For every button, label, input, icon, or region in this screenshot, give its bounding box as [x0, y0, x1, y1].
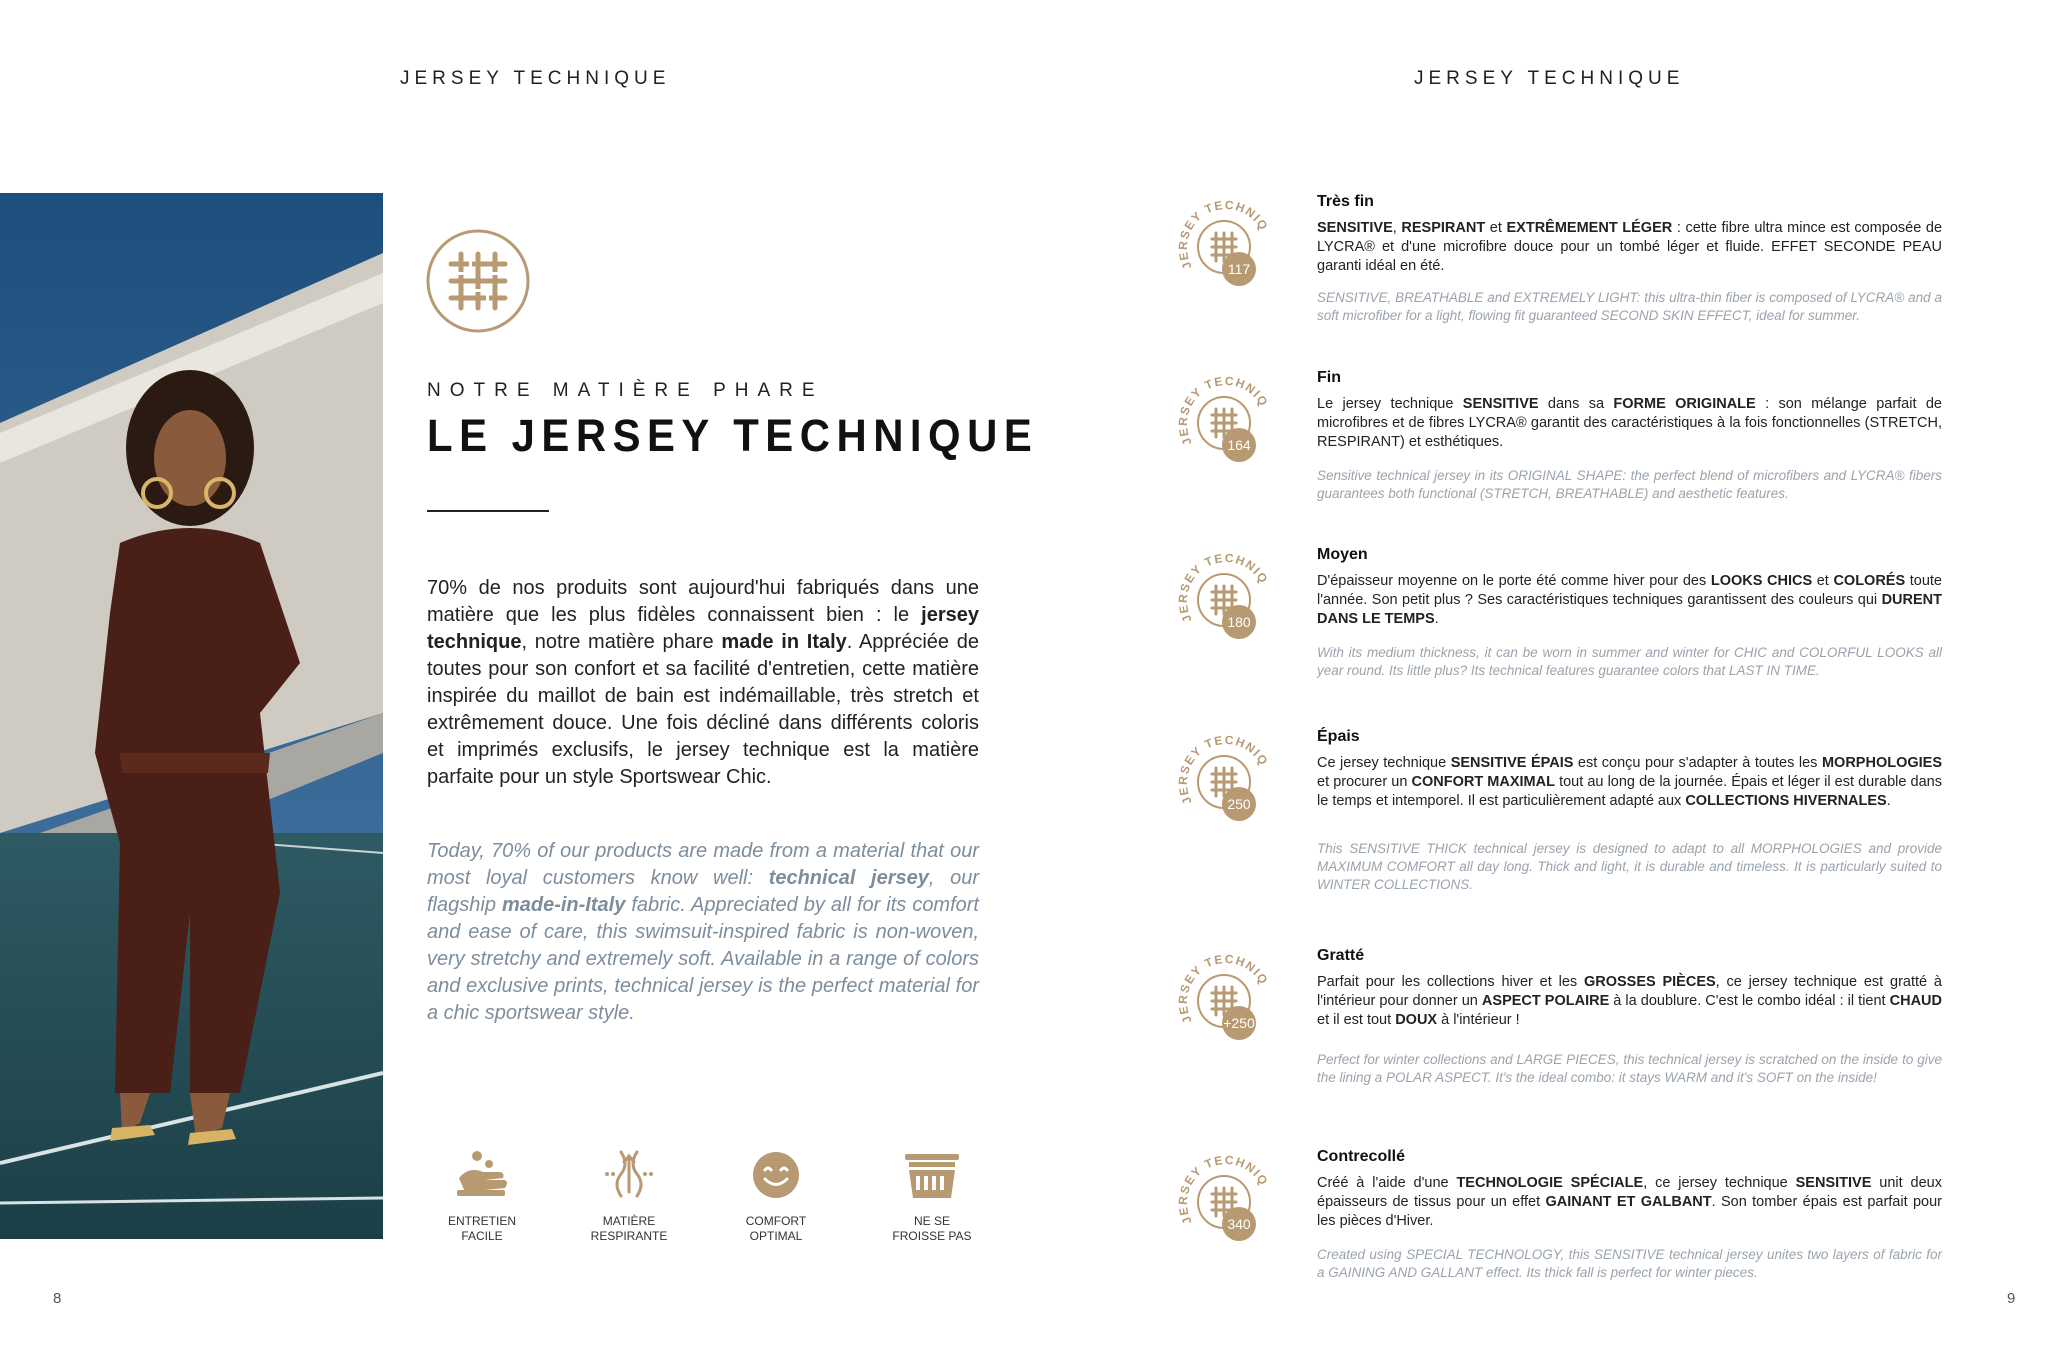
feature-comfort	[706, 1140, 846, 1244]
emphasis-text: TECHNOLOGIE SPÉCIALE	[1456, 1175, 1644, 1191]
jersey-weight-badge	[1174, 728, 1274, 828]
jersey-weight-badge	[1174, 546, 1274, 646]
feature-label: MATIÈRE	[602, 1214, 656, 1228]
emphasis-text: FORME ORIGINALE	[1613, 396, 1756, 412]
feature-no-wrinkle	[862, 1140, 1002, 1244]
jersey-type-item	[1174, 947, 1946, 1127]
jersey-type-description-fr: Créé à l'aide d'une TECHNOLOGIE SPÉCIALE, ce jersey technique SENSITIVE unit deux épaisseurs de tissus pour un effet GAINANT ET GALBANT. Son tomber épais est parfait pour les pièces d'Hiver.	[1317, 1175, 1942, 1229]
feature-label: FROISSE PAS	[892, 1229, 972, 1243]
section-subtitle: NOTRE MATIÈRE PHARE	[427, 380, 824, 401]
jersey-weight-badge	[1174, 369, 1274, 469]
badge-weight-number: 164	[1222, 428, 1256, 462]
feature-label: COMFORT	[745, 1214, 807, 1228]
emphasis-text: DOUX	[1395, 1012, 1438, 1028]
emphasis-text: SENSITIVE	[1795, 1175, 1872, 1191]
jersey-type-description-en: With its medium thickness, it can be worn in summer and winter for CHIC and COLORFUL LOOKS all year round. Its little plus? Its technical features guarantee colors that LAST IN TIME.	[1317, 645, 1942, 678]
emphasis-text: COLORÉS	[1833, 573, 1906, 589]
emphasis-text: DURENT DANS LE TEMPS	[1317, 592, 1942, 627]
badge-weight-number: 250	[1222, 787, 1256, 821]
jersey-type-title: Épais	[1317, 728, 1360, 745]
badge-arc-text: JERSEY TECHNIQ	[1175, 1152, 1272, 1227]
emphasis-text: MORPHOLOGIES	[1821, 755, 1943, 771]
badge-arc-text: JERSEY TECHNIQ	[1175, 550, 1272, 625]
smile-icon	[751, 1150, 801, 1200]
emphasis-text: CHAUD	[1889, 993, 1942, 1009]
breathable-fabric-icon	[601, 1148, 657, 1200]
badge-arc-text: JERSEY TECHNIQ	[1175, 951, 1272, 1026]
jersey-type-item	[1174, 193, 1946, 373]
emphasis-text: LOOKS CHICS	[1710, 573, 1813, 589]
jersey-type-description-en: This SENSITIVE THICK technical jersey is designed to adapt to all MORPHOLOGIES and provide MAXIMUM COMFORT all day long. Thick and light, it is durable and timeless. It is particularly suited to WINTER COLLECTIONS.	[1317, 841, 1942, 892]
jersey-weave-logo	[425, 228, 531, 334]
emphasis-text: SENSITIVE ÉPAIS	[1450, 755, 1574, 771]
intro-paragraph-en: Today, 70% of our products are made from a material that our most loyal customers know well: technical jersey, our flagship made-in-Italy fabric. Appreciated by all for its comfort and ease of care, this swimsuit-inspired fabric is non-woven, very stretchy and extremely soft. Available in a range of colors and exclusive prints, technical jersey is the perfect material for a chic sportswear style.	[427, 840, 979, 1024]
emphasis-text: RESPIRANT	[1401, 220, 1486, 236]
badge-weight-number: 340	[1222, 1207, 1256, 1241]
jersey-type-title: Fin	[1317, 369, 1341, 386]
emphasis-text: SENSITIVE	[1462, 396, 1539, 412]
feature-breathable	[559, 1140, 699, 1244]
jersey-type-item	[1174, 1148, 1946, 1328]
page-number-left: 8	[53, 1290, 62, 1307]
laundry-basket-icon	[903, 1150, 961, 1200]
jersey-type-title: Moyen	[1317, 546, 1368, 563]
left-running-title: JERSEY TECHNIQUE	[400, 68, 671, 89]
badge-arc-text: JERSEY TECHNIQ	[1175, 732, 1272, 807]
jersey-type-description-fr: Parfait pour les collections hiver et les GROSSES PIÈCES, ce jersey technique est gratté à l'intérieur pour donner un ASPECT POLAIRE à la doublure. C'est le combo idéal : il tient CHAUD et il est tout DOUX à l'intérieur !	[1317, 974, 1942, 1028]
page-title: LE JERSEY TECHNIQUE	[427, 410, 1039, 461]
jersey-type-description-fr: D'épaisseur moyenne on le porte été comme hiver pour des LOOKS CHICS et COLORÉS toute l'année. Son petit plus ? Ses caractéristiques techniques garantissent des couleurs qui DURENT DANS LE TEMPS.	[1317, 573, 1942, 627]
emphasis-text: ASPECT POLAIRE	[1481, 993, 1610, 1009]
emphasis-text: GROSSES PIÈCES	[1583, 974, 1716, 990]
jersey-type-item	[1174, 728, 1946, 908]
feature-label: OPTIMAL	[749, 1229, 803, 1243]
jersey-type-item	[1174, 546, 1946, 726]
emphasis-text: EXTRÊMEMENT LÉGER	[1506, 220, 1673, 236]
jersey-weight-badge	[1174, 947, 1274, 1047]
jersey-type-title: Très fin	[1317, 193, 1374, 210]
feature-easy-care	[412, 1140, 552, 1244]
feature-label: FACILE	[461, 1229, 503, 1243]
emphasis-text: SENSITIVE	[1317, 220, 1393, 236]
emphasis-text: technical jersey	[768, 867, 929, 889]
jersey-type-description-fr: Ce jersey technique SENSITIVE ÉPAIS est conçu pour s'adapter à toutes les MORPHOLOGIES et procurer un CONFORT MAXIMAL tout au long de la journée. Épais et léger il est durable dans le temps et intemporel. Il est particulièrement adapté aux COLLECTIONS HIVERNALES.	[1317, 755, 1943, 809]
jersey-type-description-en: SENSITIVE, BREATHABLE and EXTREMELY LIGHT: this ultra-thin fiber is composed of LYCRA® and a soft microfiber for a light, flowing fit guaranteed SECOND SKIN EFFECT, ideal for summer.	[1317, 290, 1942, 323]
hand-wash-icon	[455, 1148, 509, 1200]
badge-weight-number: 180	[1222, 605, 1256, 639]
jersey-type-description-fr: SENSITIVE, RESPIRANT et EXTRÊMEMENT LÉGER : cette fibre ultra mince est composée de LYCRA® et d'une microfibre douce pour un tombé léger et fluide. EFFET SECONDE PEAU garanti idéal en été.	[1317, 220, 1943, 274]
jersey-type-description-fr: Le jersey technique SENSITIVE dans sa FORME ORIGINALE : son mélange parfait de microfibres et de fibres LYCRA® garantit des caractéristiques à la fois fonctionnelles (STRETCH, RESPIRANT) et esthétiques.	[1317, 396, 1942, 450]
right-running-title: JERSEY TECHNIQUE	[1414, 68, 1685, 89]
emphasis-text: made-in-Italy	[501, 894, 626, 916]
emphasis-text: COLLECTIONS HIVERNALES	[1685, 793, 1887, 809]
intro-paragraph-fr: 70% de nos produits sont aujourd'hui fabriqués dans une matière que les plus fidèles connaissent bien : le jersey technique, notre matière phare made in Italy. Appréciée de toutes pour son confort et sa facilité d'entretien, cette matière inspirée du maillot de bain est indémaillable, très stretch et extrêmement douce. Une fois décliné dans différents coloris et imprimés exclusifs, le jersey technique est la matière parfaite pour un style Sportswear Chic.	[427, 577, 979, 788]
feature-label: NE SE	[913, 1214, 950, 1228]
emphasis-text: CONFORT MAXIMAL	[1411, 774, 1555, 790]
badge-arc-text: JERSEY TECHNIQ	[1175, 373, 1272, 448]
feature-label: ENTRETIEN	[447, 1214, 516, 1228]
emphasis-text: jersey technique	[427, 604, 979, 653]
badge-weight-number: 117	[1222, 252, 1256, 286]
feature-label: RESPIRANTE	[590, 1229, 668, 1243]
jersey-weight-badge	[1174, 1148, 1274, 1248]
jersey-type-item	[1174, 369, 1946, 549]
page-number-right: 9	[2007, 1290, 2016, 1307]
jersey-type-description-en: Perfect for winter collections and LARGE PIECES, this technical jersey is scratched on the inside to give the lining a POLAR ASPECT. It's the ideal combo: it stays WARM and it's SOFT on the inside!	[1317, 1052, 1942, 1085]
jersey-type-description-en: Sensitive technical jersey in its ORIGINAL SHAPE: the perfect blend of microfibers and LYCRA® fibers guarantees both functional (STRETCH, BREATHABLE) and aesthetic features.	[1317, 468, 1942, 501]
emphasis-text: made in Italy	[721, 631, 847, 653]
emphasis-text: GAINANT ET GALBANT	[1545, 1194, 1712, 1210]
jersey-type-description-en: Created using SPECIAL TECHNOLOGY, this SENSITIVE technical jersey unites two layers of fabric for a GAINING AND GALLANT effect. Its thick fall is perfect for winter pieces.	[1317, 1247, 1942, 1280]
title-divider	[427, 510, 549, 512]
jersey-type-title: Contrecollé	[1317, 1148, 1406, 1165]
badge-arc-text: JERSEY TECHNIQ	[1175, 197, 1272, 272]
jersey-type-title: Gratté	[1317, 947, 1365, 964]
badge-weight-number: +250	[1222, 1006, 1256, 1040]
model-photo	[0, 193, 383, 1239]
jersey-weight-badge	[1174, 193, 1274, 293]
